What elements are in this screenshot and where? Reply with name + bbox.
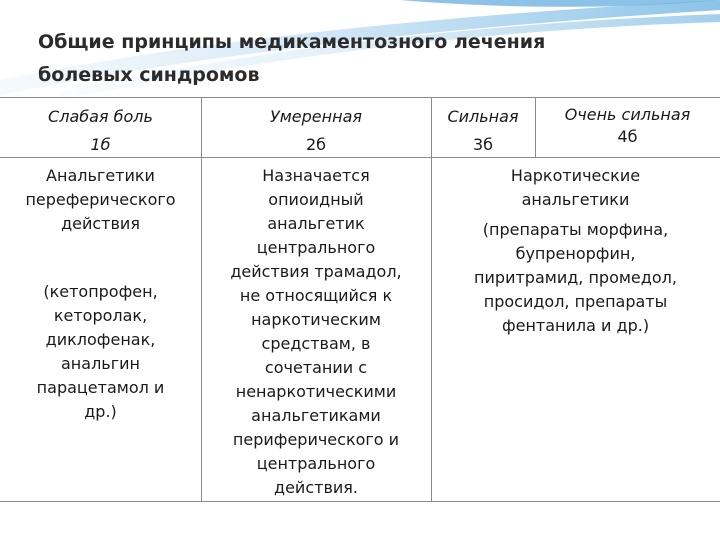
table-bottom-border bbox=[0, 501, 720, 502]
weak-example: др.) bbox=[84, 402, 117, 421]
header-moderate-score: 2б bbox=[305, 135, 327, 154]
header-weak bbox=[0, 104, 201, 157]
moderate-line: наркотическим bbox=[251, 310, 381, 329]
weak-line: Анальгетики bbox=[46, 166, 155, 185]
pain-treatment-table bbox=[0, 97, 720, 502]
footer-area bbox=[0, 505, 720, 540]
moderate-line: действия трамадол, bbox=[230, 262, 402, 281]
header-strong-label: Сильная bbox=[447, 107, 519, 126]
weak-line: действия bbox=[61, 214, 140, 233]
moderate-treatment-cell bbox=[201, 164, 431, 500]
strong-treatment-cell bbox=[431, 164, 720, 338]
header-weak-label: Слабая боль bbox=[48, 107, 153, 126]
weak-example: анальгин bbox=[61, 354, 140, 373]
weak-line: переферического bbox=[25, 190, 176, 209]
weak-example: (кетопрофен, bbox=[43, 282, 158, 301]
moderate-line: не относящийся к bbox=[239, 286, 393, 305]
header-very-strong-label: Очень сильная bbox=[564, 105, 691, 124]
weak-treatment-cell bbox=[0, 164, 201, 424]
header-moderate bbox=[201, 104, 431, 157]
title-line-1: Общие принципы медикаментозного лечения bbox=[38, 31, 546, 53]
moderate-line: анальгетик bbox=[267, 214, 365, 233]
header-very-strong-score: 4б bbox=[617, 127, 638, 146]
title-line-2: болевых синдромов bbox=[38, 64, 260, 86]
moderate-line: ненаркотическими bbox=[235, 382, 397, 401]
moderate-line: центрального bbox=[256, 454, 376, 473]
moderate-line: опиоидный bbox=[268, 190, 364, 209]
header-weak-score: 1б bbox=[90, 135, 111, 154]
strong-line: (препараты морфина, bbox=[482, 220, 669, 239]
strong-line: просидол, препараты bbox=[483, 292, 668, 311]
slide-title bbox=[38, 26, 678, 92]
weak-example: парацетамол и bbox=[36, 378, 165, 397]
moderate-line: средствам, в bbox=[261, 334, 371, 353]
header-moderate-label: Умеренная bbox=[269, 107, 362, 126]
header-strong bbox=[431, 104, 535, 157]
moderate-line: действия. bbox=[274, 478, 358, 497]
table-top-border bbox=[0, 97, 720, 98]
moderate-line: центрального bbox=[256, 238, 376, 257]
strong-line: пиритрамид, промедол, bbox=[474, 268, 677, 287]
moderate-line: сочетании с bbox=[264, 358, 368, 377]
moderate-line: Назначается bbox=[262, 166, 370, 185]
strong-line: анальгетики bbox=[521, 190, 630, 209]
header-strong-score: 3б bbox=[472, 135, 494, 154]
strong-line: бупренорфин, bbox=[515, 244, 636, 263]
strong-line: фентанила и др.) bbox=[501, 316, 650, 335]
moderate-line: периферического и bbox=[232, 430, 400, 449]
weak-example: кеторолак, bbox=[53, 306, 148, 325]
header-very-strong bbox=[535, 104, 720, 148]
strong-line: Наркотические bbox=[510, 166, 641, 185]
moderate-line: анальгетиками bbox=[251, 406, 381, 425]
header-bottom-border bbox=[0, 157, 720, 158]
weak-example: диклофенак, bbox=[45, 330, 156, 349]
